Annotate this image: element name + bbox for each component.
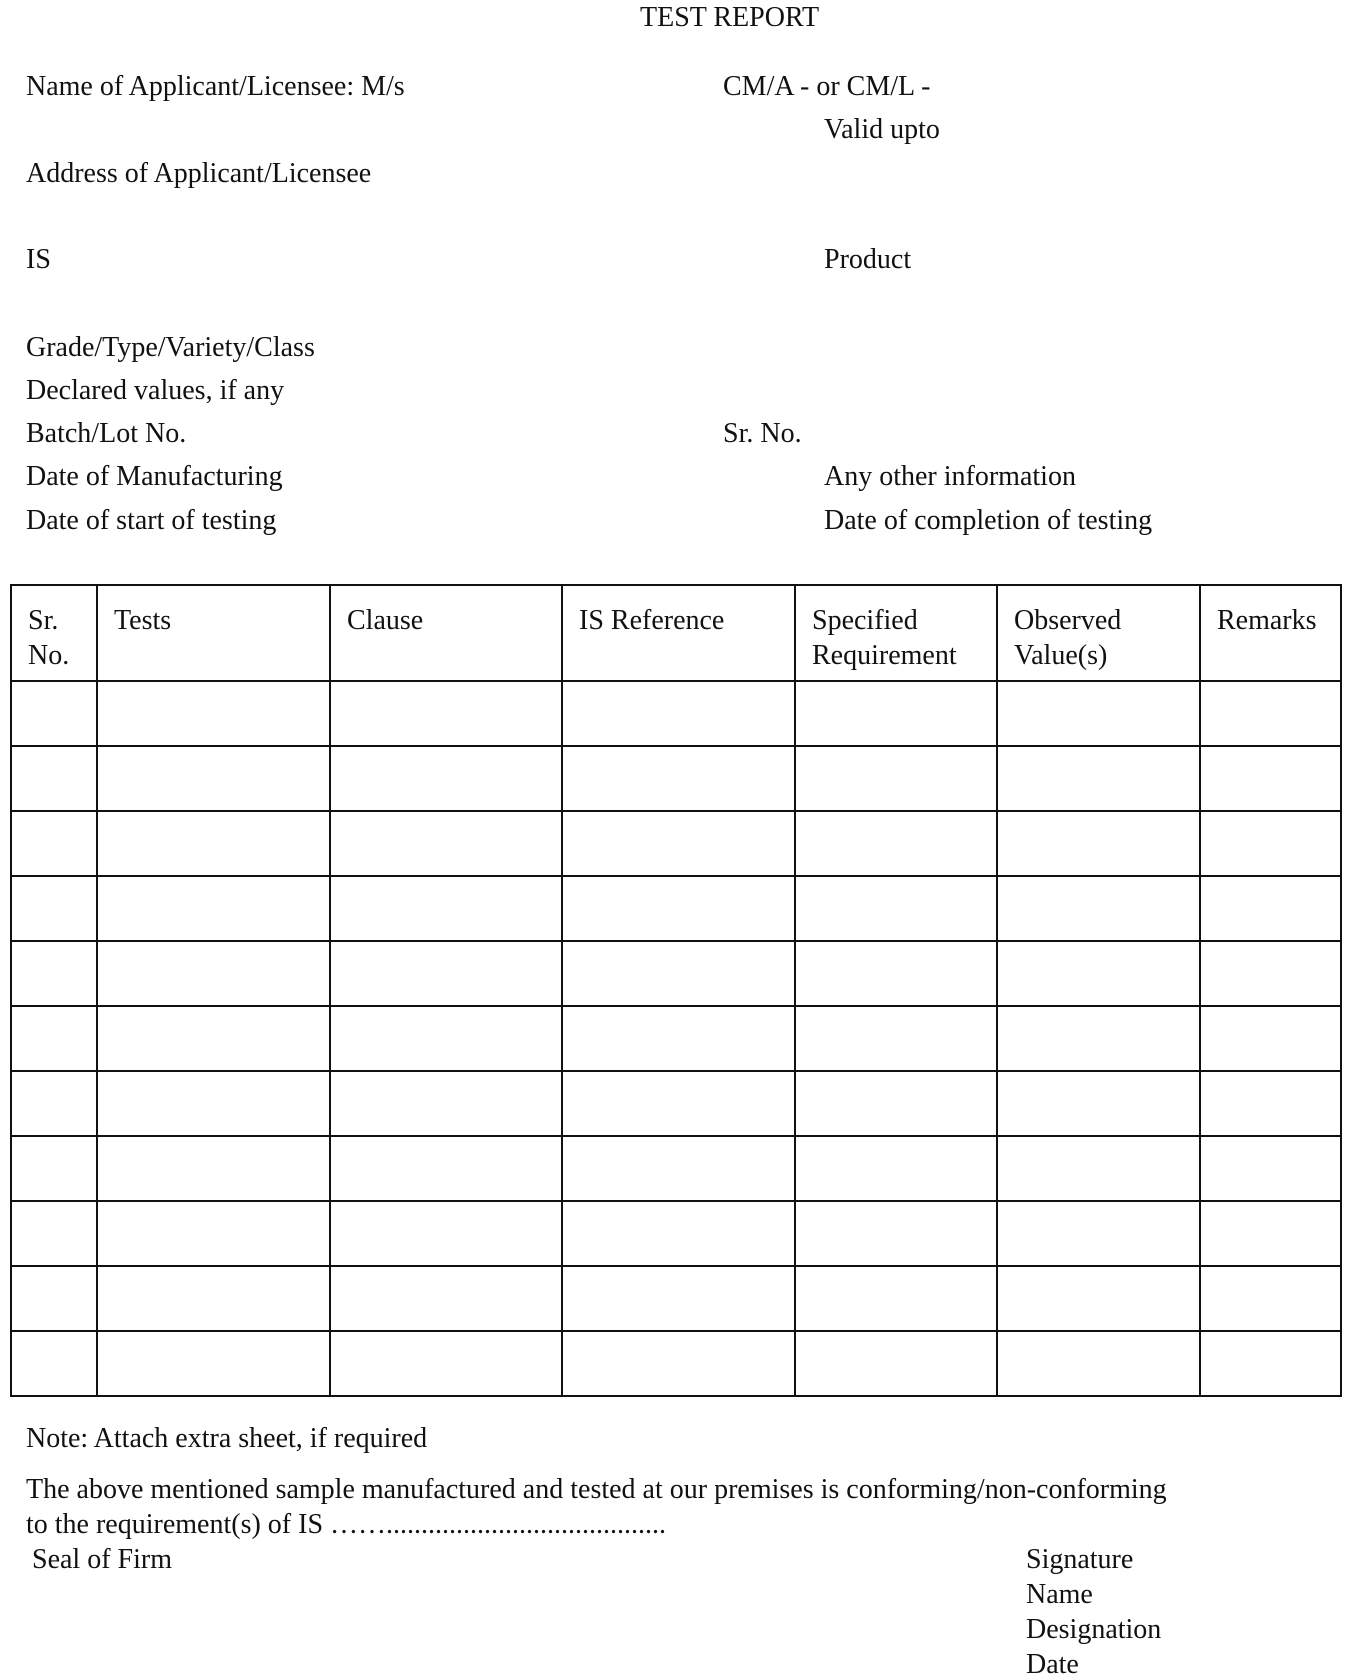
table-cell[interactable] — [795, 1006, 997, 1071]
header-text: Value(s) — [1014, 640, 1108, 671]
cm-license-label: CM/A - or CM/L - — [723, 71, 931, 102]
table-row — [11, 746, 1341, 811]
table-cell[interactable] — [562, 681, 795, 746]
table-cell[interactable] — [330, 1266, 562, 1331]
header-text: Sr. — [28, 605, 59, 636]
other-info-label: Any other information — [824, 461, 1076, 492]
table-cell[interactable] — [330, 681, 562, 746]
header-text: Clause — [347, 605, 424, 636]
table-cell[interactable] — [11, 1266, 97, 1331]
header-text: Remarks — [1217, 605, 1317, 636]
table-cell[interactable] — [11, 681, 97, 746]
table-row — [11, 1266, 1341, 1331]
table-cell[interactable] — [11, 1201, 97, 1266]
header-clause — [330, 585, 562, 681]
table-cell[interactable] — [997, 1266, 1200, 1331]
header-tests — [97, 585, 330, 681]
table-cell[interactable] — [1200, 941, 1341, 1006]
conformity-statement-line1: The above mentioned sample manufactured and tested at our premises is conforming/non-conforming — [26, 1474, 1167, 1505]
date-start-testing-label: Date of start of testing — [26, 505, 277, 536]
test-results-table — [10, 584, 1342, 1397]
table-cell[interactable] — [795, 876, 997, 941]
table-header-row — [11, 585, 1341, 681]
header-text: Tests — [114, 605, 172, 636]
is-label: IS — [26, 244, 51, 275]
batch-lot-label: Batch/Lot No. — [26, 418, 187, 449]
table-cell[interactable] — [997, 941, 1200, 1006]
table-cell[interactable] — [330, 1071, 562, 1136]
table-cell[interactable] — [795, 1136, 997, 1201]
table-cell[interactable] — [997, 1136, 1200, 1201]
table-body — [11, 681, 1341, 1396]
table-row — [11, 811, 1341, 876]
table-cell[interactable] — [1200, 681, 1341, 746]
applicant-name-label: Name of Applicant/Licensee: M/s — [26, 71, 405, 102]
header-sr-no — [11, 585, 97, 681]
table-cell[interactable] — [562, 1266, 795, 1331]
table-row — [11, 1071, 1341, 1136]
table-cell[interactable] — [330, 941, 562, 1006]
table-cell[interactable] — [97, 876, 330, 941]
header-observed-values — [997, 585, 1200, 681]
date-label: Date — [1026, 1649, 1079, 1680]
name-label: Name — [1026, 1579, 1093, 1610]
date-completion-testing-label: Date of completion of testing — [824, 505, 1153, 536]
header-text: Observed — [1014, 605, 1122, 636]
table-cell[interactable] — [1200, 746, 1341, 811]
sr-no-label: Sr. No. — [723, 418, 802, 449]
grade-label: Grade/Type/Variety/Class — [26, 332, 315, 363]
table-cell[interactable] — [562, 1201, 795, 1266]
table-cell[interactable] — [1200, 1266, 1341, 1331]
table-cell[interactable] — [1200, 1006, 1341, 1071]
table-cell[interactable] — [97, 681, 330, 746]
table-cell[interactable] — [997, 681, 1200, 746]
table-row — [11, 1006, 1341, 1071]
table-cell[interactable] — [1200, 811, 1341, 876]
table-cell[interactable] — [562, 1071, 795, 1136]
table-cell[interactable] — [795, 746, 997, 811]
table-cell[interactable] — [795, 1266, 997, 1331]
table-row — [11, 876, 1341, 941]
table-row — [11, 1136, 1341, 1201]
table-cell[interactable] — [562, 746, 795, 811]
table-cell[interactable] — [97, 746, 330, 811]
table-cell[interactable] — [330, 1136, 562, 1201]
table-cell[interactable] — [562, 876, 795, 941]
table-cell[interactable] — [997, 1201, 1200, 1266]
report-title: TEST REPORT — [640, 2, 820, 33]
header-remarks — [1200, 585, 1341, 681]
table-cell[interactable] — [97, 941, 330, 1006]
table-cell[interactable] — [330, 746, 562, 811]
table-cell[interactable] — [562, 1136, 795, 1201]
table-cell[interactable] — [997, 1071, 1200, 1136]
table-cell[interactable] — [1200, 1201, 1341, 1266]
table-cell[interactable] — [1200, 876, 1341, 941]
table-cell[interactable] — [97, 1071, 330, 1136]
table-cell[interactable] — [562, 1331, 795, 1396]
table-cell[interactable] — [97, 1331, 330, 1396]
header-text: Requirement — [812, 640, 957, 671]
note-text: Note: Attach extra sheet, if required — [26, 1423, 428, 1454]
header-text: Specified — [812, 605, 918, 636]
table-row — [11, 941, 1341, 1006]
table-cell[interactable] — [330, 876, 562, 941]
table-cell[interactable] — [562, 941, 795, 1006]
header-text: No. — [28, 640, 70, 671]
table-cell[interactable] — [11, 876, 97, 941]
signature-label: Signature — [1026, 1544, 1134, 1575]
table-cell[interactable] — [1200, 1331, 1341, 1396]
header-specified-requirement — [795, 585, 997, 681]
table-cell[interactable] — [795, 1331, 997, 1396]
seal-of-firm-label: Seal of Firm — [32, 1544, 172, 1575]
conformity-statement-line2: to the requirement(s) of IS ……........................................ — [26, 1509, 667, 1540]
table-cell[interactable] — [997, 876, 1200, 941]
table-cell[interactable] — [997, 1006, 1200, 1071]
header-text: IS Reference — [579, 605, 725, 636]
date-manufacturing-label: Date of Manufacturing — [26, 461, 283, 492]
table-cell[interactable] — [97, 1006, 330, 1071]
valid-upto-label: Valid upto — [824, 114, 940, 145]
table-cell[interactable] — [997, 1331, 1200, 1396]
table-cell[interactable] — [795, 941, 997, 1006]
table-cell[interactable] — [11, 811, 97, 876]
table-cell[interactable] — [330, 1006, 562, 1071]
table-cell[interactable] — [997, 746, 1200, 811]
table-cell[interactable] — [11, 1006, 97, 1071]
table-cell[interactable] — [330, 1201, 562, 1266]
table-cell[interactable] — [11, 1331, 97, 1396]
table-cell[interactable] — [1200, 1136, 1341, 1201]
table-cell[interactable] — [795, 1201, 997, 1266]
table-cell[interactable] — [997, 811, 1200, 876]
table-row — [11, 1201, 1341, 1266]
designation-label: Designation — [1026, 1614, 1162, 1645]
table-row — [11, 1331, 1341, 1396]
table-cell[interactable] — [97, 1266, 330, 1331]
table-row — [11, 681, 1341, 746]
address-label: Address of Applicant/Licensee — [26, 158, 372, 189]
table-cell[interactable] — [795, 1071, 997, 1136]
table-cell[interactable] — [97, 1201, 330, 1266]
table-cell[interactable] — [11, 746, 97, 811]
table-cell[interactable] — [562, 811, 795, 876]
table-cell[interactable] — [1200, 1071, 1341, 1136]
table-cell[interactable] — [97, 1136, 330, 1201]
table-cell[interactable] — [562, 1006, 795, 1071]
table-cell[interactable] — [11, 1136, 97, 1201]
product-label: Product — [824, 244, 912, 275]
table-cell[interactable] — [11, 941, 97, 1006]
table-cell[interactable] — [795, 681, 997, 746]
header-is-reference — [562, 585, 795, 681]
declared-values-label: Declared values, if any — [26, 375, 285, 406]
table-cell[interactable] — [795, 811, 997, 876]
table-cell[interactable] — [11, 1071, 97, 1136]
table-cell[interactable] — [97, 811, 330, 876]
table-cell[interactable] — [330, 1331, 562, 1396]
table-cell[interactable] — [330, 811, 562, 876]
